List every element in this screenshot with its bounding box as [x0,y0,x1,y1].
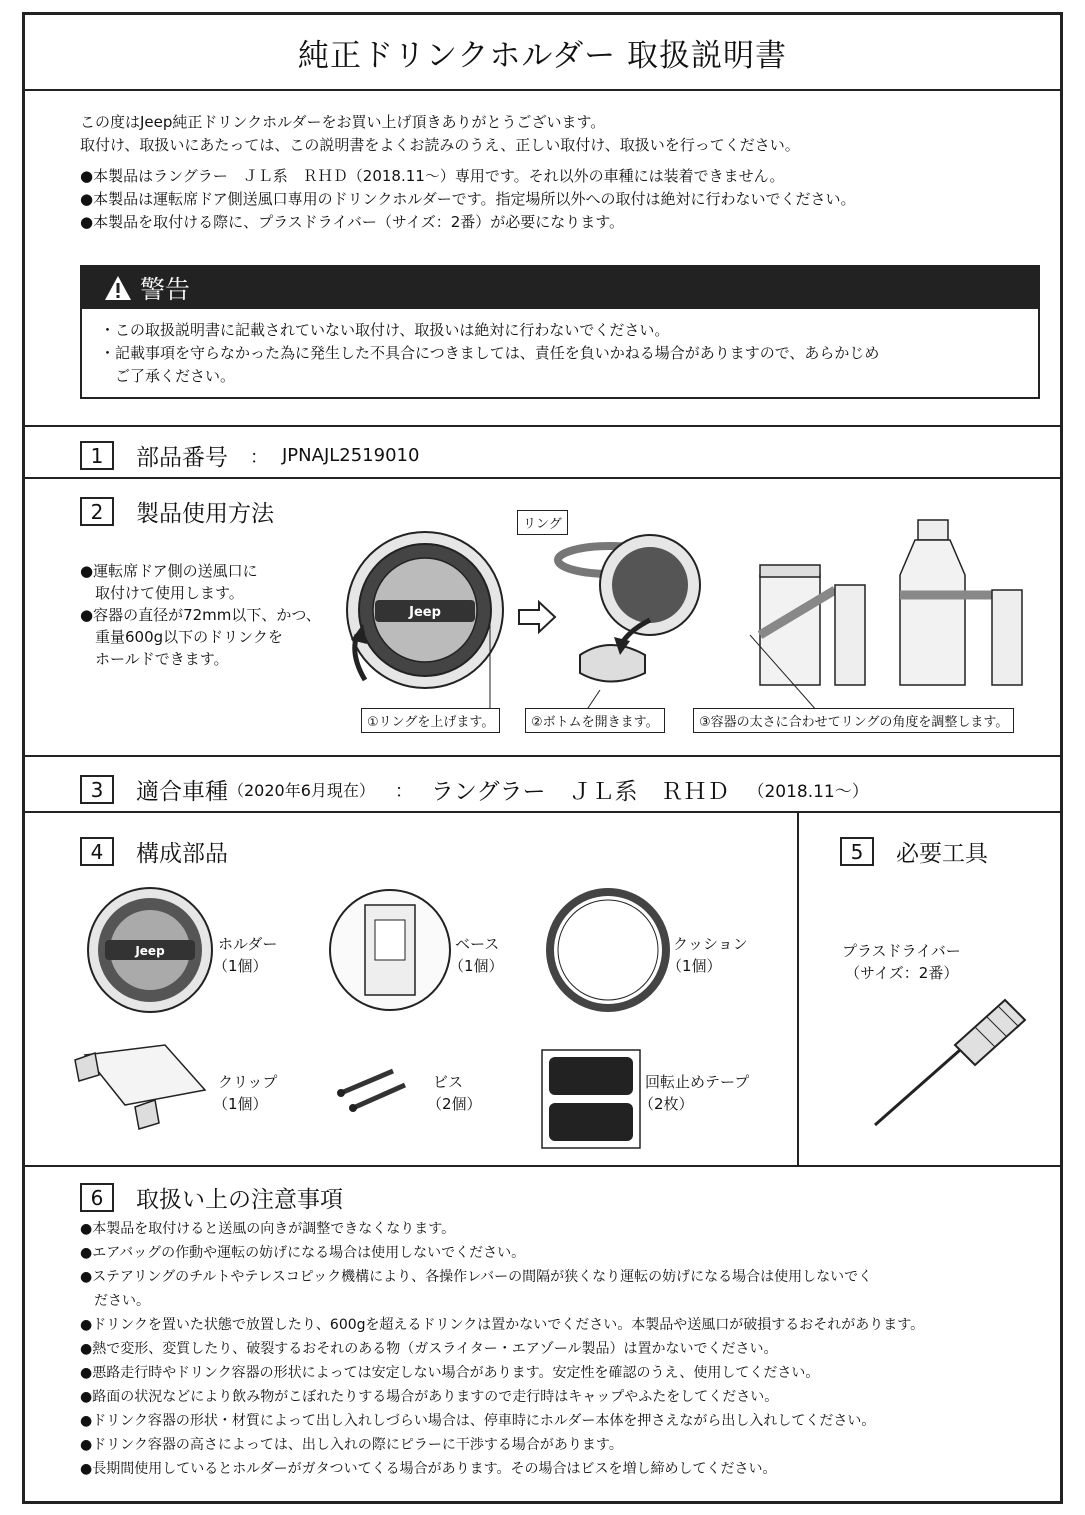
part-name: ホルダー [218,935,278,953]
section-components [80,835,228,868]
page-title: 純正ドリンクホルダー 取扱説明書 [298,37,787,74]
part-name: クリップ [218,1073,278,1091]
intro-bullet: ●本製品は運転席ドア側送風口専用のドリンクホルダーです。指定場所以外への取付は絶対に行わないでください。 [80,190,856,208]
manual-page [22,12,1063,1504]
part-qty: （1個） [449,957,504,975]
part-tape-image [541,1049,641,1149]
part-qty: （2個） [427,1095,482,1113]
part-qty: （1個） [667,957,722,975]
warning-line: ご了承ください。 [100,367,236,385]
section-title: 必要工具 [896,841,988,867]
intro-bullet: ●本製品を取付ける際に、プラスドライバー（サイズ：2番）が必要になります。 [80,213,625,231]
part-name: 回転止めテープ [645,1073,750,1091]
caution-item: ●ステアリングのチルトやテレスコピック機構により、各操作レバーの間隔が狭くなり運転の妨げになる場合は使用しないでく [80,1269,873,1285]
vehicle-model: ラングラー ＪＬ系 ＲＨＤ [430,779,730,805]
intro-line: この度はJeep純正ドリンクホルダーをお買い上げ頂きありがとうございます。 [80,113,606,131]
usage-desc: ●容器の直径が72mm以下、かつ、 [80,606,321,624]
separator: ： [394,780,413,802]
warning-header [82,267,1038,309]
section-number: 3 [80,775,114,804]
tool-name: プラスドライバー [842,942,961,960]
section-title: 取扱い上の注意事項 [136,1187,343,1213]
jeep-logo: Jeep [409,605,441,620]
as-of-date: （2020年6月現在） [228,781,375,800]
tool-size: （サイズ：2番） [845,964,959,982]
divider [25,89,1060,91]
part-qty: （2枚） [639,1095,694,1113]
ring-label: リング [517,510,568,535]
section-handling-cautions [80,1181,343,1214]
caution-item: ●悪路走行時やドリンク容器の形状によっては安定しない場合があります。安定性を確認のうえ、使用してください。 [80,1365,820,1381]
part-screws-image [333,1063,413,1113]
step-1-label: ①リングを上げます。 [361,708,500,733]
section-usage [80,495,274,528]
part-name: ビス [433,1073,464,1091]
caution-item: ●ドリンクを置いた状態で放置したり、600gを超えるドリンクは置かないでください。本製品や送風口が破損するおそれがあります。 [80,1317,925,1333]
usage-desc: 重量600g以下のドリンクを [80,628,283,646]
caution-item: ●路面の状況などにより飲み物がこぼれたりする場合がありますので走行時はキャップやふたをしてください。 [80,1389,779,1405]
part-clip-image [65,1035,215,1135]
section-number: 1 [80,441,114,470]
caution-item: ●ドリンク容器の高さによっては、出し入れの際にピラーに干渉する場合があります。 [80,1437,623,1453]
divider [797,811,799,1165]
warning-line: ・記載事項を守らなかった為に発生した不具合につきましては、責任を負いかねる場合がありますので、あらかじめ [100,344,880,362]
warning-box [80,265,1040,399]
usage-desc: ホールドできます。 [80,650,229,668]
warning-title: 警告 [140,275,191,304]
section-title: 部品番号 [136,445,228,471]
divider [25,755,1060,757]
divider [25,425,1060,427]
part-qty: （1個） [213,1095,268,1113]
part-qty: （1個） [213,957,268,975]
part-number: JPNAJL2519010 [282,445,420,466]
divider [25,811,1060,813]
section-part-number [80,439,419,472]
divider [25,477,1060,479]
usage-desc: 取付けて使用します。 [80,584,244,602]
part-cushion-image [543,885,673,1015]
warning-line: ・この取扱説明書に記載されていない取付け、取扱いは絶対に行わないでください。 [100,321,670,339]
screwdriver-icon [865,985,1035,1135]
intro-line: 取付け、取扱いにあたっては、この説明書をよくお読みのうえ、正しい取付け、取扱いを行ってください。 [80,136,800,154]
divider [25,1165,1060,1167]
caution-item: ださい。 [80,1293,150,1309]
caution-item: ●本製品を取付けると送風の向きが調整できなくなります。 [80,1221,456,1237]
section-title: 製品使用方法 [136,501,274,527]
usage-desc: ●運転席ドア側の送風口に [80,562,258,580]
part-name: クッション [673,935,748,953]
part-holder-image [85,885,215,1015]
warning-triangle-icon [104,275,132,301]
section-number: 5 [840,837,874,866]
production-period: （2018.11〜） [747,782,869,802]
section-number: 6 [80,1183,114,1212]
part-base-image [325,885,455,1015]
section-compatible-models [80,773,869,806]
caution-item: ●ドリンク容器の形状・材質によって出し入れしづらい場合は、停車時にホルダー本体を押さえながら出し入れしてください。 [80,1413,876,1429]
caution-item: ●熱で変形、変質したり、破裂するおそれのある物（ガスライター・エアゾール製品）は置かないでください。 [80,1341,778,1357]
section-number: 4 [80,837,114,866]
caution-item: ●エアバッグの作動や運転の妨げになる場合は使用しないでください。 [80,1245,526,1261]
section-required-tools [840,835,988,868]
jeep-logo: Jeep [135,944,165,958]
section-title: 適合車種 [136,779,228,805]
section-number: 2 [80,497,114,526]
separator: ： [250,446,268,468]
intro-bullet: ●本製品はラングラー ＪＬ系 ＲＨＤ（2018.11〜）専用です。それ以外の車種には装着できません。 [80,167,785,185]
part-name: ベース [455,935,500,953]
section-title: 構成部品 [136,841,228,867]
step-2-label: ②ボトムを開きます。 [525,708,665,733]
step-3-label: ③容器の太さに合わせてリングの角度を調整します。 [693,708,1014,733]
caution-item: ●長期間使用しているとホルダーがガタついてくる場合があります。その場合はビスを増し締めしてください。 [80,1461,777,1477]
